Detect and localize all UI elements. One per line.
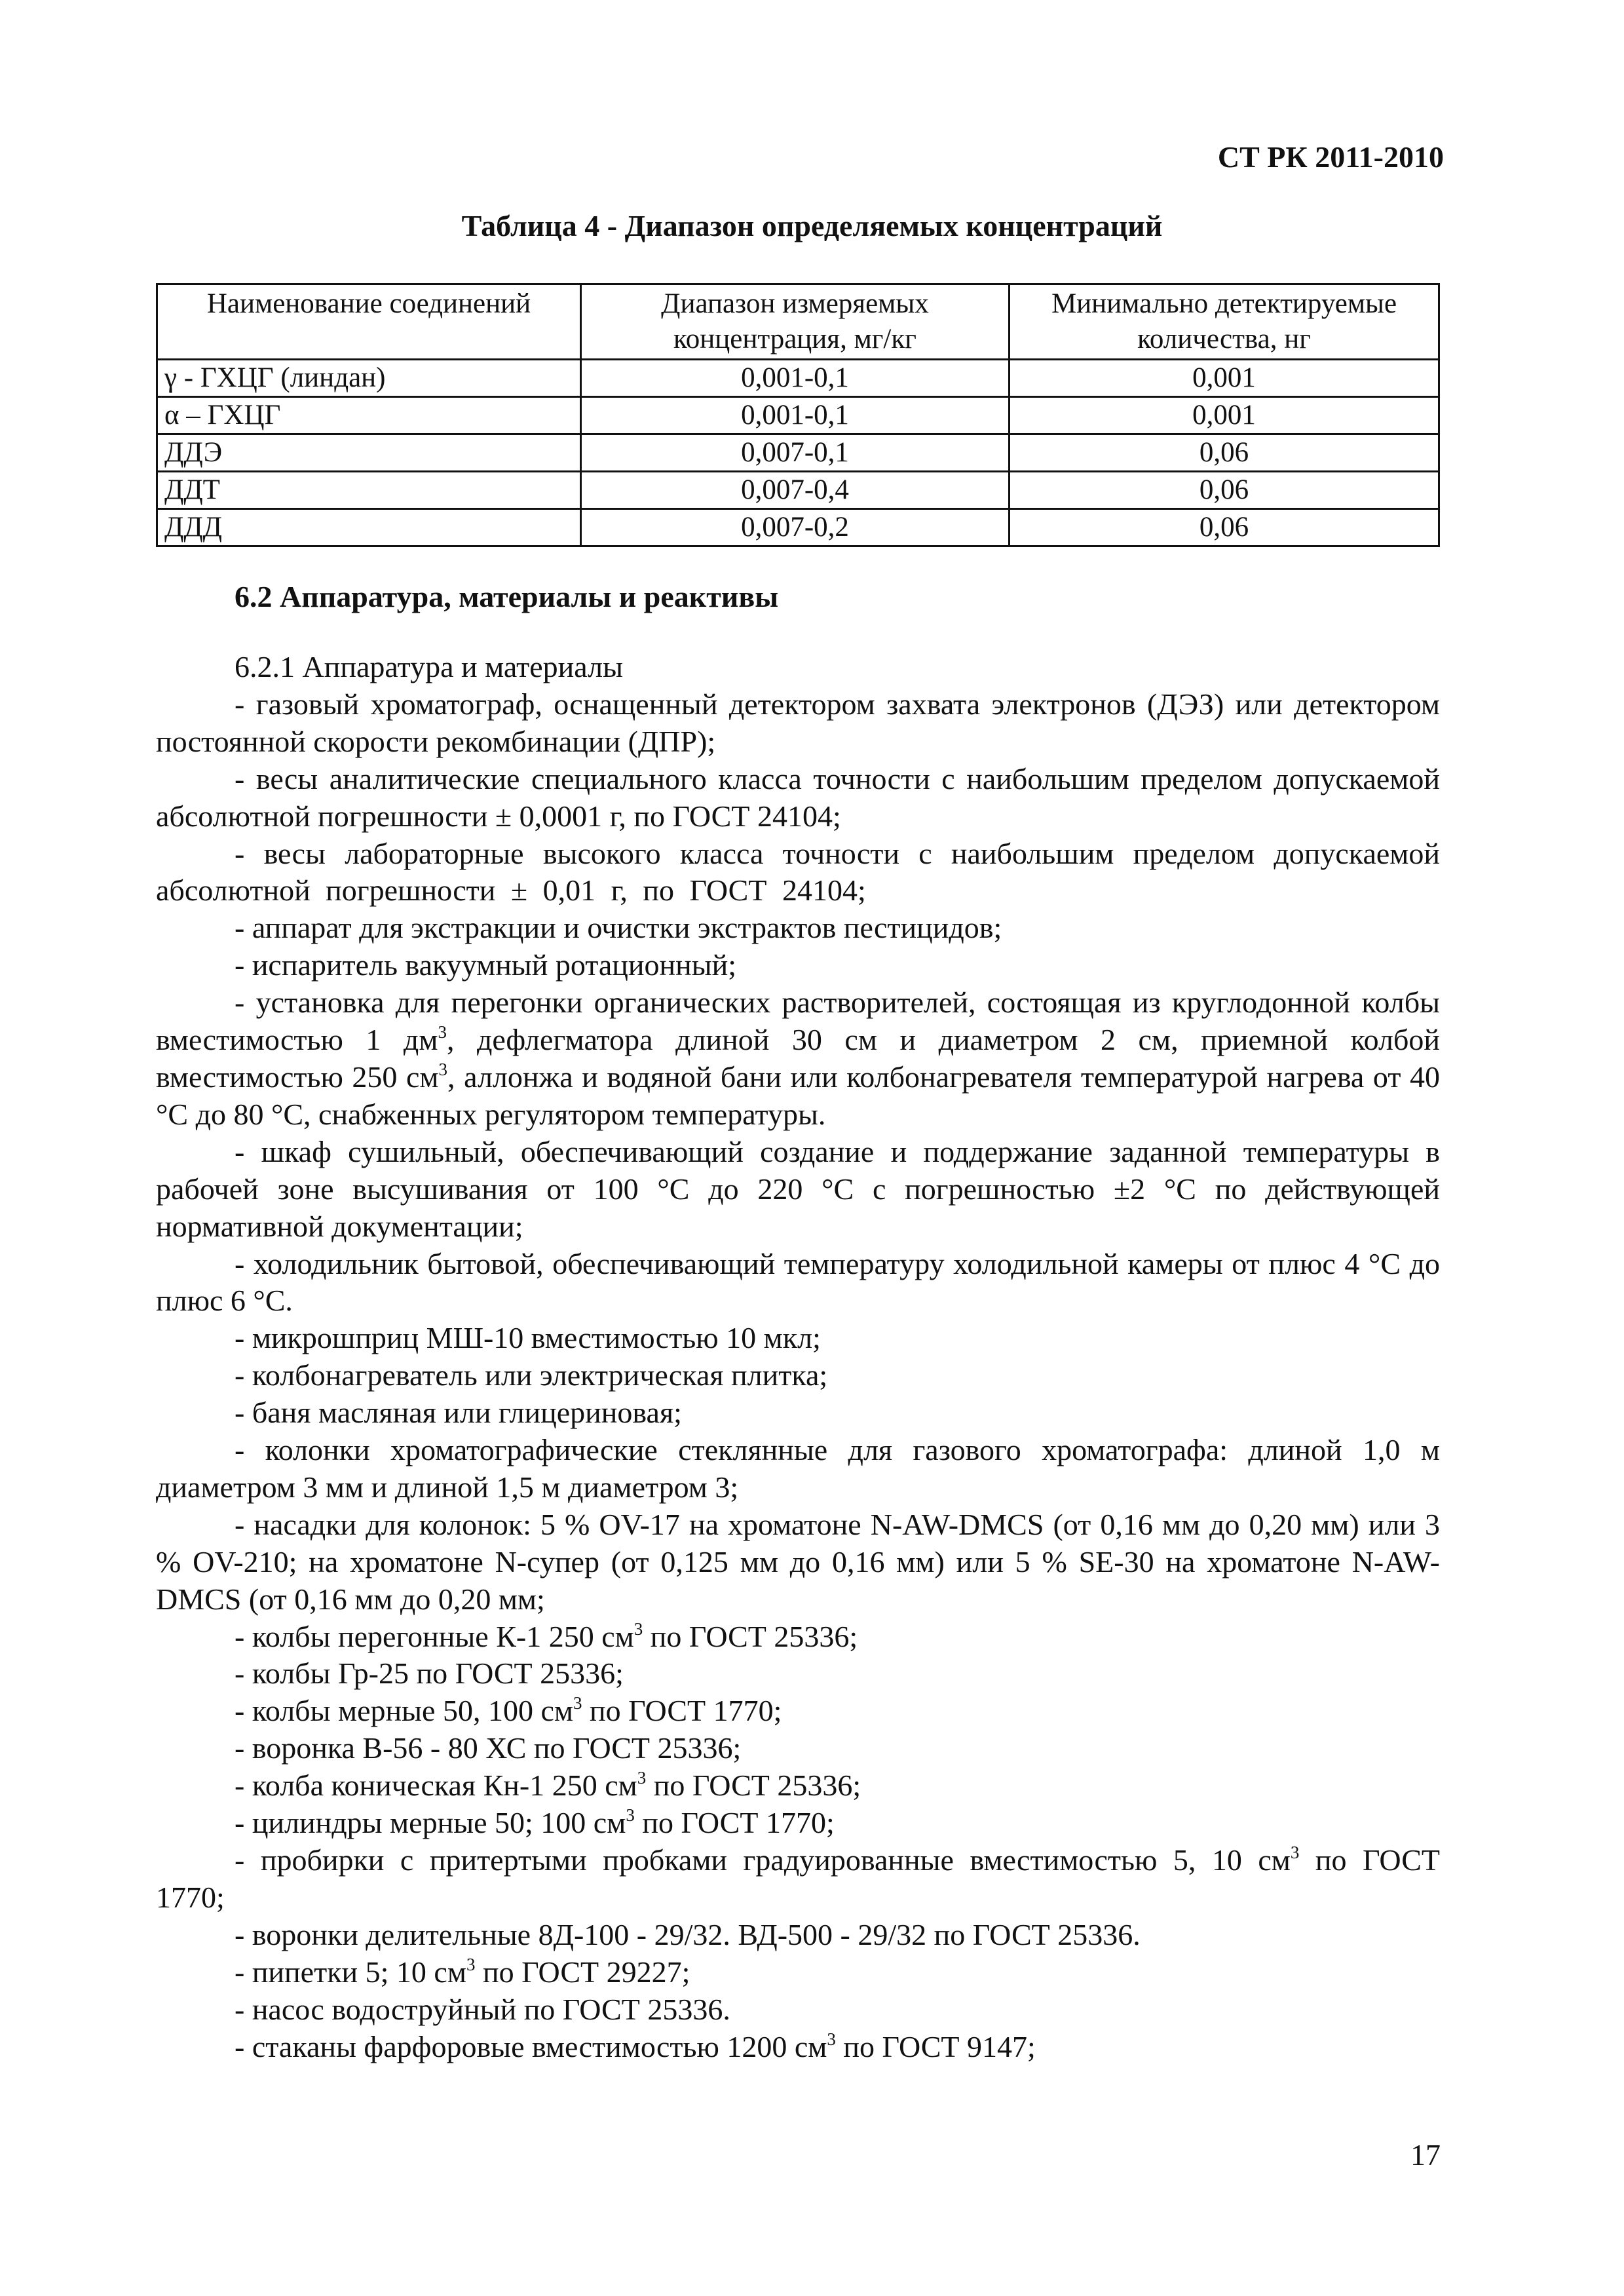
list-item: - воронки делительные 8Д-100 - 29/32. ВД-500 - 29/32 по ГОСТ 25336.: [235, 1917, 1141, 1951]
min-detect-cell: 0,001: [1009, 397, 1439, 434]
table-caption: Таблица 4 - Диапазон определяемых концентраций: [461, 209, 1163, 242]
list-item: - пипетки 5; 10 $см^3$ по ГОСТ 29227;: [235, 1954, 690, 1989]
list-item: - весы аналитические специального класса точности с наибольшим пределом допускаемой абсолютной погрешности ± 0,0001 г, по ГОСТ 24104;: [156, 761, 1440, 833]
compound-name-cell: ДДЭ: [157, 434, 581, 472]
subsection-heading: 6.2.1 Аппаратура и материалы: [235, 650, 623, 683]
list-item: - установка для перегонки органических растворителей, состоящая из круглодонной колбы вместимостью 1 $дм^3$, дефлегматора длиной 30 см и диаметром 2 см, приемной колбой вместимостью 250 $см^3$, аллонжа и водяной бани или колбонагревателя температурой нагрева от 40 °С до 80 °С, снабженных регулятором температуры.: [156, 985, 1441, 1131]
min-detect-cell: 0,06: [1009, 434, 1439, 472]
table-row: [157, 509, 1439, 546]
list-item: - колбы перегонные К-1 250 $см^3$ по ГОСТ 25336;: [235, 1618, 858, 1653]
section-body: [156, 649, 1440, 2065]
list-item: - весы лабораторные высокого класса точности с наибольшим пределом допускаемой абсолютной погрешности ± 0,01 г, по ГОСТ 24104;: [156, 836, 1440, 908]
list-item: - насос водоструйный по ГОСТ 25336.: [235, 1992, 730, 2026]
superscript: 3: [827, 2029, 836, 2049]
list-item: - холодильник бытовой, обеспечивающий температуру холодильной камеры от плюс 4 °С до плюс 6 °С.: [156, 1246, 1440, 1318]
list-item: - колбонагреватель или электрическая плитка;: [235, 1358, 828, 1392]
list-item: - колба коническая Кн-1 250 $см^3$ по ГОСТ 25336;: [235, 1768, 861, 1803]
list-item: - стаканы фарфоровые вместимостью 1200 $см^3$ по ГОСТ 9147;: [235, 2029, 1036, 2063]
column-header-compound: Наименование соединений: [157, 284, 581, 360]
section-heading: 6.2 Аппаратура, материалы и реактивы: [235, 580, 779, 613]
table-row: [157, 434, 1439, 472]
list-item: - микрошприц МШ-10 вместимостью 10 мкл;: [235, 1321, 821, 1355]
list-item: - шкаф сушильный, обеспечивающий создание и поддержание заданной температуры в рабочей зоне высушивания от 100 °С до 220 °С с погрешностью ±2 °С по действующей нормативной документации;: [156, 1134, 1440, 1243]
document-header-id: СТ РК 2011-2010: [1217, 140, 1444, 174]
superscript: 3: [573, 1693, 582, 1713]
table-row: [157, 472, 1439, 509]
range-cell: 0,007-0,4: [581, 472, 1010, 509]
list-item: - испаритель вакуумный ротационный;: [235, 948, 737, 982]
min-detect-cell: 0,06: [1009, 472, 1439, 509]
compound-name-cell: ДДТ: [157, 472, 581, 509]
superscript: 3: [438, 1059, 448, 1079]
superscript: 3: [633, 1618, 643, 1639]
column-header-min-detect: Минимально детектируемые количества, нг: [1009, 284, 1439, 360]
range-cell: 0,007-0,1: [581, 434, 1010, 472]
compound-name-cell: α – ГХЦГ: [157, 397, 581, 434]
range-cell: 0,001-0,1: [581, 397, 1010, 434]
table-header-row: [157, 284, 1439, 360]
range-cell: 0,007-0,2: [581, 509, 1010, 546]
min-detect-cell: 0,06: [1009, 509, 1439, 546]
list-item: - колонки хроматографические стеклянные для газового хроматографа: длиной 1,0 м диаметром 3 мм и длиной 1,5 м диаметром 3;: [156, 1433, 1440, 1504]
range-cell: 0,001-0,1: [581, 360, 1010, 397]
page-number: 17: [1410, 2138, 1441, 2172]
list-item: - аппарат для экстракции и очистки экстрактов пестицидов;: [235, 911, 1002, 945]
concentration-table: [156, 283, 1440, 547]
column-header-range: Диапазон измеряемых концентрация, мг/кг: [581, 284, 1010, 360]
table-row: [157, 360, 1439, 397]
superscript: 3: [637, 1768, 647, 1788]
superscript: 3: [1290, 1843, 1300, 1862]
list-item: - пробирки с притертыми пробками градуированные вместимостью 5, 10 $см^3$ по ГОСТ 1770;: [156, 1843, 1440, 1914]
list-item: - баня масляная или глицериновая;: [235, 1396, 682, 1430]
list-item: - воронка В-56 - 80 ХС по ГОСТ 25336;: [235, 1731, 742, 1765]
list-item: - газовый хроматограф, оснащенный детектором захвата электронов (ДЭЗ) или детектором постоянной скорости рекомбинации (ДПР);: [156, 687, 1440, 758]
compound-name-cell: ДДД: [157, 509, 581, 546]
list-item: - колбы Гр-25 по ГОСТ 25336;: [235, 1656, 624, 1691]
list-item: - цилиндры мерные 50; 100 $см^3$ по ГОСТ 1770;: [235, 1805, 835, 1840]
superscript: 3: [626, 1805, 635, 1826]
compound-name-cell: γ - ГХЦГ (линдан): [157, 360, 581, 397]
list-item: - насадки для колонок: 5 % OV-17 на хроматоне N-AW-DMCS (от 0,16 мм до 0,20 мм) или 3 % OV-210; на хроматоне N-супер (от 0,125 мм до 0,16 мм) или 5 % SE-30 на хроматоне N-AW-DMCS (от 0,16 мм до 0,20 мм;: [156, 1507, 1440, 1616]
table-row: [157, 397, 1439, 434]
list-item: - колбы мерные 50, 100 $см^3$ по ГОСТ 1770;: [235, 1693, 782, 1728]
min-detect-cell: 0,001: [1009, 360, 1439, 397]
superscript: 3: [466, 1954, 476, 1974]
superscript: 3: [438, 1022, 447, 1043]
